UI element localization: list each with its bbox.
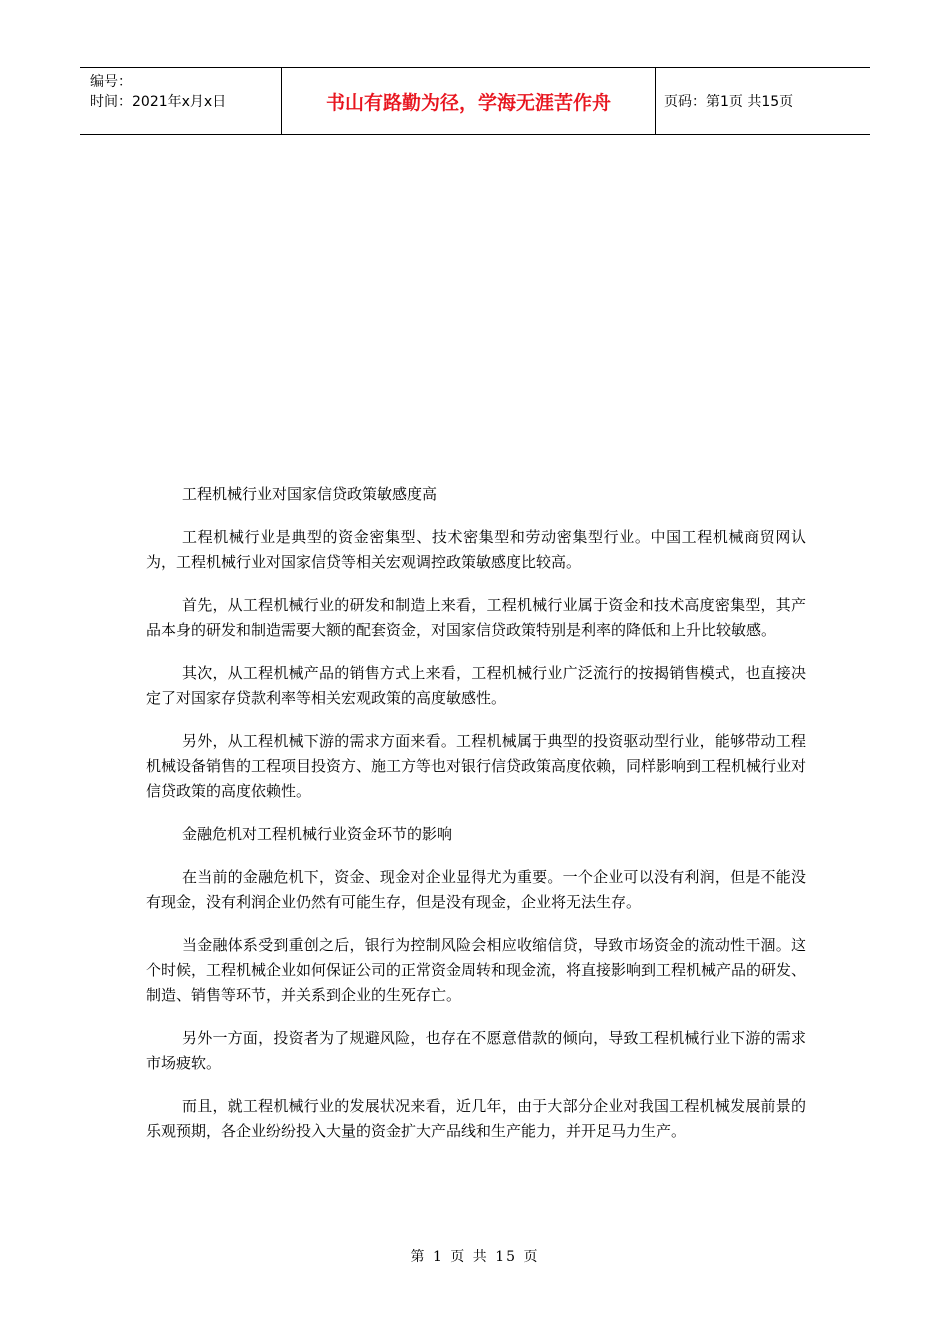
document-time-label: 时间：2021年x月x日 [90,94,227,110]
body-paragraph: 另外，从工程机械下游的需求方面来看。工程机械属于典型的投资驱动型行业，能够带动工程机械设备销售的工程项目投资方、施工方等也对银行信贷政策高度依赖，同样影响到工程机械行业对信贷政策的高度依赖性。 [146,732,807,800]
page-header [80,67,870,135]
body-paragraph: 另外一方面，投资者为了规避风险，也存在不愿意借款的倾向，导致工程机械行业下游的需求市场疲软。 [146,1029,806,1072]
header-meta [80,68,282,134]
body-paragraph: 在当前的金融危机下，资金、现金对企业显得尤为重要。一个企业可以没有利润，但是不能没有现金，没有利润企业仍然有可能生存，但是没有现金，企业将无法生存。 [146,868,806,911]
document-number-label: 编号： [90,74,132,90]
section-heading: 金融危机对工程机械行业资金环节的影响 [182,825,453,843]
header-motto: 书山有路勤为径，学海无涯苦作舟 [282,68,656,134]
document-body [146,482,806,1162]
body-paragraph: 其次，从工程机械产品的销售方式上来看，工程机械行业广泛流行的按揭销售模式，也直接决定了对国家存贷款利率等相关宏观政策的高度敏感性。 [146,664,806,707]
header-page-info: 页码：第1页 共15页 [664,94,794,110]
body-paragraph: 当金融体系受到重创之后，银行为控制风险会相应收缩信贷，导致市场资金的流动性干涸。这个时候，工程机械企业如何保证公司的正常资金周转和现金流，将直接影响到工程机械产品的研发、制造、销售等环节，并关系到企业的生死存亡。 [146,936,807,1004]
body-paragraph: 工程机械行业是典型的资金密集型、技术密集型和劳动密集型行业。中国工程机械商贸网认为，工程机械行业对国家信贷等相关宏观调控政策敏感度比较高。 [146,528,806,571]
page-footer: 第 1 页 共 15 页 [410,1249,540,1265]
body-paragraph: 首先，从工程机械行业的研发和制造上来看，工程机械行业属于资金和技术高度密集型，其产品本身的研发和制造需要大额的配套资金，对国家信贷政策特别是利率的降低和上升比较敏感。 [146,596,806,639]
body-paragraph: 而且，就工程机械行业的发展状况来看，近几年，由于大部分企业对我国工程机械发展前景的乐观预期，各企业纷纷投入大量的资金扩大产品线和生产能力，并开足马力生产。 [146,1097,806,1140]
section-heading: 工程机械行业对国家信贷政策敏感度高 [182,485,438,503]
